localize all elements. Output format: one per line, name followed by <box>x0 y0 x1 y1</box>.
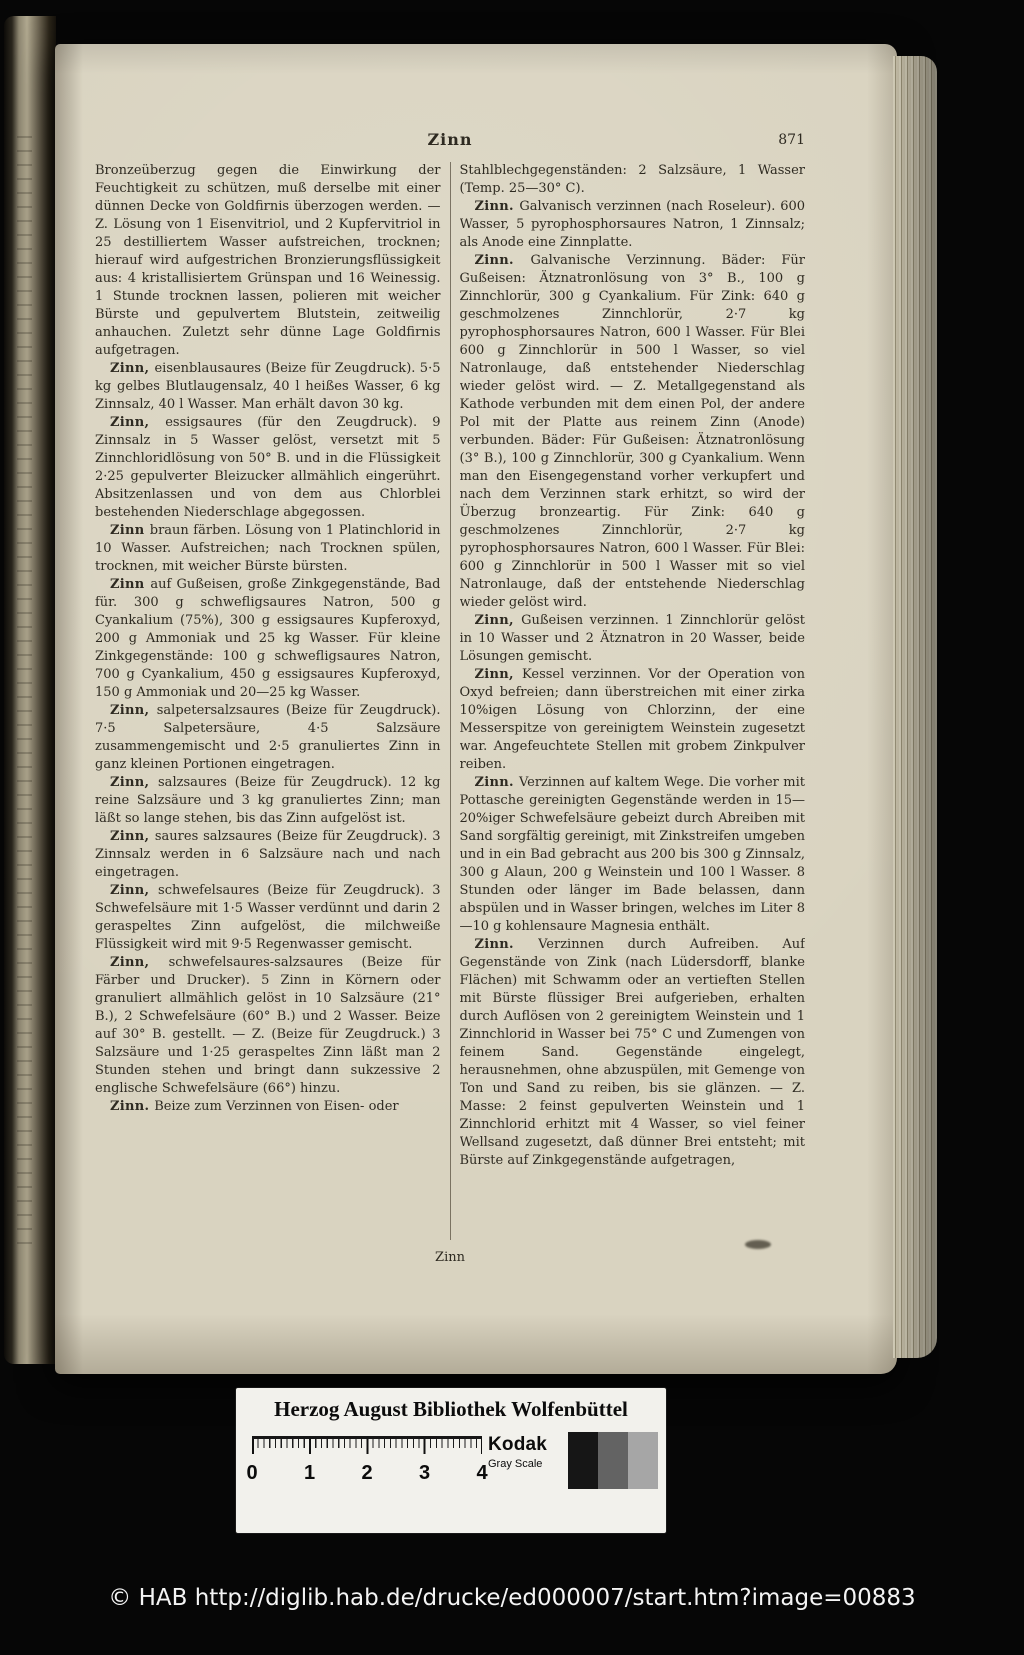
paragraph: Stahlblechgegenständen: 2 Salzsäure, 1 Wasser (Temp. 25—30° C). <box>459 163 805 196</box>
calibration-strip <box>236 1388 666 1533</box>
paragraph: Zinn. Galvanisch verzinnen (nach Roseleur). 600 Wasser, 5 pyrophosphorsaures Natron, 1 Zinnsalz; als Anode eine Zinnplatte. <box>459 199 805 250</box>
paragraph: Zinn, saures salzsaures (Beize für Zeugdruck). 3 Zinnsalz werden in 6 Salzsäure nach und nach eingetragen. <box>95 829 441 880</box>
paragraph: Zinn, salzsaures (Beize für Zeugdruck). 12 kg reine Salzsäure und 3 kg granuliertes Zinn; man läßt so lange stehen, bis das Zinn aufgelöst ist. <box>95 775 441 826</box>
paragraph: Bronzeüberzug gegen die Einwirkung der Feuchtigkeit zu schützen, muß derselbe mit einer dünnen Decke von Goldfirnis überzogen werden. — Z. Lösung von 1 Eisenvitriol, und 2 Kupfervitriol in 25 destilliertem Wasser aufstreichen, trocknen; hierauf wird aufgestrichen Bronzierungsflüssigkeit aus: 4 kristallisiertem Grünspan und 16 Weinessig. 1 Stunde trocknen lassen, polieren mit weicher Bürste und gepulvertem Blutstein, zeitweilig anhauchen. Zuletzt sehr dünne Lage Goldfirnis aufgetragen. <box>95 163 441 358</box>
ruler-numbers <box>245 1462 489 1485</box>
gray-scale-patches <box>568 1432 658 1489</box>
running-title: Zinn <box>427 130 473 149</box>
paragraph: Zinn braun färben. Lösung von 1 Platinchlorid in 10 Wasser. Aufstreichen; nach Trocknen spülen, trocknen, mit weicher Bürste bürsten. <box>95 523 441 574</box>
book-page <box>55 44 897 1374</box>
page-header <box>95 130 805 152</box>
paragraph: Zinn. Verzinnen auf kaltem Wege. Die vorher mit Pottasche gereinigten Gegenstände werden in 15—20%iger Schwefelsäure gebeizt durch Abreiben mit Sand sorgfältig gereinigt, mit Zinkstreifen umgeben und in ein Bad gebracht aus 200 bis 300 g Zinnsalz, 300 g Alaun, 200 g Weinstein und 100 l Wasser. 8 Stunden oder länger im Bade belassen, dann abspülen und in Wasser bringen, welches im Liter 8—10 g kohlensaure Magnesia enthält. <box>459 775 805 934</box>
ruler-number: 1 <box>303 1462 316 1484</box>
gray-patch-dark <box>598 1432 628 1489</box>
entry-headword: Zinn, <box>474 613 522 628</box>
kodak-block <box>488 1434 547 1470</box>
entry-headword: Zinn, <box>110 883 159 898</box>
paragraph: Zinn, salpetersalzsaures (Beize für Zeugdruck). 7·5 Salpetersäure, 4·5 Salzsäure zusammengemischt und 2·5 granuliertes Zinn in ganz kleinen Portionen eingetragen. <box>95 703 441 772</box>
kodak-label: Kodak <box>488 1434 548 1455</box>
entry-headword: Zinn, <box>110 775 159 790</box>
entry-headword: Zinn, <box>110 703 157 718</box>
paragraph: Zinn, schwefelsaures (Beize für Zeugdruck). 3 Schwefelsäure mit 1·5 Wasser verdünnt und darin 2 geraspeltes Zinn aufgelöst, die milchweiße Flüssigkeit wird mit 9·5 Regenwasser gemischt. <box>95 883 441 952</box>
paragraph: Zinn. Verzinnen durch Aufreiben. Auf Gegenstände von Zink (nach Lüdersdorff, blanke Flächen) mit Schwamm oder an vertieften Stellen mit Bürste flüssiger Brei aufgerieben, erhalten durch Auflösen von 2 gereinigtem Weinstein und 1 Zinnchlorid in Wasser bei 75° C und Zumengen von feinem Sand. Gegenstände eingelegt, herausnehmen, ohne abzuspülen, mit Gemenge von Ton und Sand zu reiben, bis sie glänzen. — Z. Masse: 2 feinst gepulverten Weinstein und 1 Zinnchlorid erhitzt mit 4 Wasser, so viel feiner Wellsand zugesetzt, daß dünner Brei entsteht; mit Bürste auf Zinkgegenstände aufgetragen, <box>459 937 805 1168</box>
paragraph: Zinn. Beize zum Verzinnen von Eisen- oder <box>110 1099 399 1114</box>
ruler-major-ticks <box>252 1439 482 1454</box>
library-title: Herzog August Bibliothek Wolfenbüttel <box>274 1397 628 1421</box>
gray-patch-light <box>628 1432 658 1489</box>
paragraph: Zinn, eisenblausaures (Beize für Zeugdruck). 5·5 kg gelbes Blutlaugensalz, 40 l heißes Wasser, 6 kg Zinnsalz, 40 l Wasser. Man erhält davon 30 kg. <box>95 361 441 412</box>
entry-headword: Zinn, <box>110 415 166 430</box>
paragraph: Zinn auf Gußeisen, große Zinkgegenstände, Bad für. 300 g schwefligsaures Natron, 500 g Cyankalium (75%), 300 g essigsaures Kupferoxyd, 200 g Ammoniak und 25 kg Wasser. Für kleine Zinkgegenstände: 100 g schwefligsaures Natron, 700 g Cyankalium, 450 g essigsaures Kupferoxyd, 150 g Ammoniak und 20—25 kg Wasser. <box>95 577 441 700</box>
entry-headword: Zinn. <box>474 775 519 790</box>
paragraph: Zinn, Gußeisen verzinnen. 1 Zinnchlorür gelöst in 10 Wasser und 2 Ätznatron in 20 Wasser, beide Lösungen gemischt. <box>459 613 805 664</box>
entry-headword: Zinn. <box>474 253 531 268</box>
ruler <box>246 1436 488 1485</box>
entry-headword: Zinn, <box>110 361 155 376</box>
column-divider <box>450 162 451 1240</box>
entry-headword: Zinn. <box>474 199 520 214</box>
paragraph: Zinn, schwefelsaures-salzsaures (Beize für Färber und Drucker). 5 Zinn in Körnern oder granuliert allmählich gelöst in 10 Salzsäure (21° B.), 2 Schwefelsäure (60° B.) und 2 Wasser. Beize auf 30° B. gestellt. — Z. (Beize für Zeugdruck.) 3 Salzsäure und 1·25 geraspeltes Zinn läßt man 2 Stunden stehen und bringt dann sukzessive 2 englische Schwefelsäure (66°) hinzu. <box>95 955 441 1096</box>
entry-headword: Zinn <box>110 577 151 592</box>
paragraph: Zinn, essigsaures (für den Zeugdruck). 9 Zinnsalz in 5 Wasser gelöst, versetzt mit 5 Zinnchloridlösung von 50° B. und in die Flüssigkeit 2·25 gepulverter Bleizucker allmählich eingerührt. Absitzenlassen und von dem aus Chlorblei bestehenden Niederschlage abgegossen. <box>95 415 441 520</box>
ruler-number: 3 <box>418 1462 431 1484</box>
paragraph: Zinn. Galvanische Verzinnung. Bäder: Für Gußeisen: Ätznatronlösung von 3° B., 100 g Zinnchlorür, 300 g Cyankalium. Für Zink: 640 g geschmolzenes Zinnchlorür, 2·7 kg pyrophosphorsaures Natron, 600 l Wasser. Für Blei 600 g Zinnchlorür in 500 l Wasser, so viel Natronlauge, daß entstehender Niederschlag wieder gelöst wird. — Z. Metallgegenstand als Kathode verbunden mit dem einen Pol, der andere Pol mit der Platte aus reinem Zinn (Anode) verbunden. Bäder: Für Gußeisen: Ätznatronlösung (3° B.), 100 g Zinnchlorür, 300 g Cyankalium. Wenn man den Eisengegenstand vorher verkupfert und nach dem Verzinnen stark erhitzt, so wird der Überzug bronzeartig. Für Zink: 640 g geschmolzenes Zinnchlorür, 2·7 kg pyrophosphorsaures Natron, 600 l Wasser. Für Blei: 600 g Zinnchlorür in 500 l Wasser mit so viel Natronlauge, daß der entstehende Niederschlag wieder gelöst wird. <box>459 253 805 610</box>
ruler-number: 0 <box>246 1462 258 1484</box>
page-stack-edge <box>893 56 937 1358</box>
gray-patch-black <box>568 1432 598 1489</box>
entry-headword: Zinn <box>110 523 150 538</box>
ruler-number: 2 <box>361 1462 373 1484</box>
text-columns <box>95 162 805 1240</box>
paragraph: Zinn, Kessel verzinnen. Vor der Operation von Oxyd befreien; dann überstreichen mit einer zirka 10%igen Lösung von Chlorzinn, der eine Messerspitze von gereinigtem Weinstein zugesetzt war. Angefeuchtete Stellen mit grobem Zinkpulver reiben. <box>459 667 805 772</box>
page-number: 871 <box>778 132 805 148</box>
ruler-number: 4 <box>476 1462 488 1484</box>
ruler-ticks <box>252 1439 482 1454</box>
kodak-sublabel: Gray Scale <box>488 1458 543 1470</box>
entry-headword: Zinn, <box>474 667 523 682</box>
entry-headword: Zinn, <box>110 955 169 970</box>
copyright-caption: © HAB http://diglib.hab.de/drucke/ed000007/start.htm?image=00883 <box>108 1585 916 1611</box>
catchword: Zinn <box>435 1250 465 1265</box>
book-spine-edge <box>4 16 56 1364</box>
ink-smudge <box>745 1240 771 1249</box>
entry-headword: Zinn, <box>110 829 155 844</box>
entry-headword: Zinn. <box>110 1099 155 1114</box>
column-left <box>95 162 441 1240</box>
column-right <box>460 162 806 1240</box>
entry-headword: Zinn. <box>474 937 539 952</box>
